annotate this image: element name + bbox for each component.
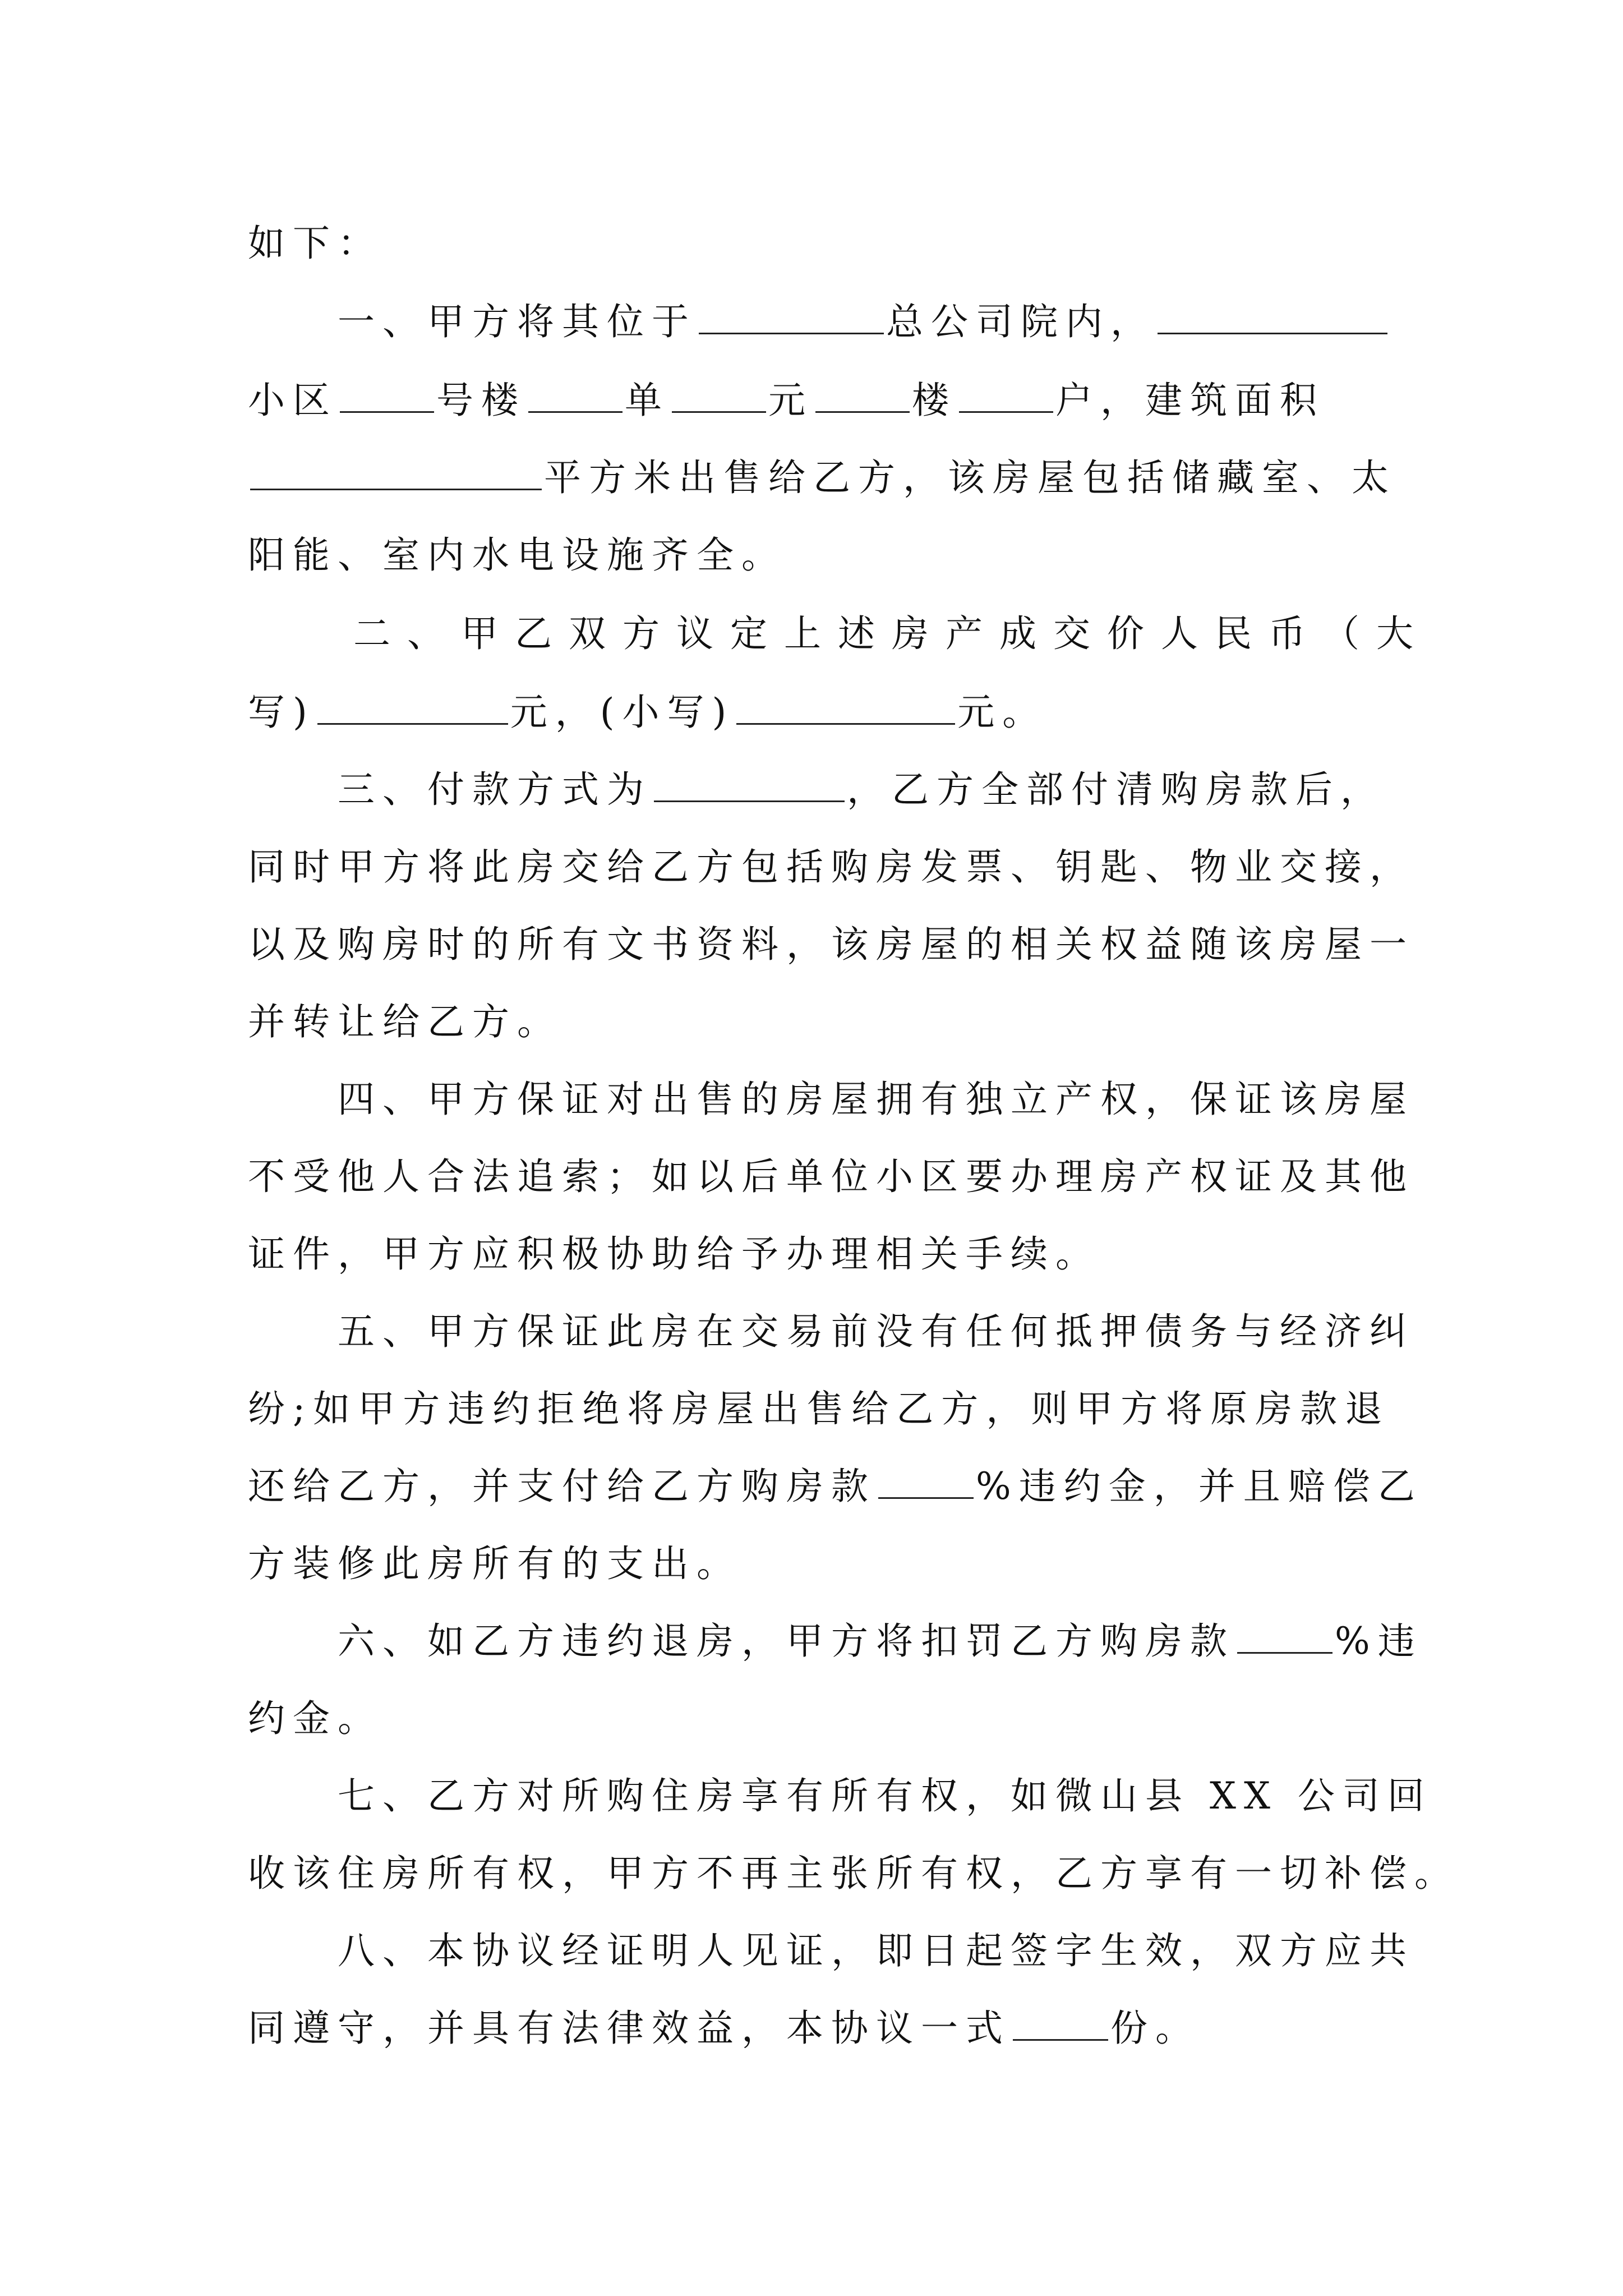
text: 七、乙方对所购住房享有所有权，如微山县 XX 公司回 — [338, 1774, 1432, 1818]
text: 同遵守，并具有法律效益，本协议一式 — [248, 2007, 1011, 2050]
text-line — [0, 684, 1623, 740]
text: 同时甲方将此房交给乙方包括购房发票、钥匙、物业交接， — [248, 845, 1414, 889]
text-line — [0, 215, 1623, 272]
blank-field — [736, 691, 955, 725]
blank-field — [959, 379, 1053, 413]
text: 证件，甲方应积极协助给予办理相关手续。 — [248, 1232, 1100, 1276]
blank-field — [250, 456, 542, 490]
text: 约金。 — [248, 1697, 382, 1740]
blank-field — [672, 379, 766, 413]
blank-field — [1237, 1619, 1332, 1654]
text: 平方米出售给乙方，该房屋包括储藏室、太 — [544, 456, 1396, 499]
text-line — [0, 994, 1623, 1050]
text-line — [0, 1458, 1623, 1515]
text-line — [0, 450, 1623, 506]
text: 如下： — [248, 222, 382, 265]
text-line — [0, 1691, 1623, 1747]
text: 号楼 — [436, 379, 526, 422]
text: 三、付款方式为 — [338, 768, 652, 811]
blank-field — [528, 379, 623, 413]
text: 以及购房时的所有文书资料，该房屋的相关权益随该房屋一 — [248, 923, 1414, 966]
text: 户，建筑面积 — [1055, 379, 1325, 422]
blank-field — [878, 1465, 974, 1499]
text-line — [0, 762, 1623, 818]
text-line — [0, 294, 1623, 350]
text-line — [0, 1149, 1623, 1205]
text-line — [0, 839, 1623, 895]
text: 楼 — [912, 379, 957, 422]
text: 份。 — [1110, 2007, 1200, 2050]
text-line — [0, 1613, 1623, 1669]
blank-field — [317, 691, 508, 725]
blank-field — [1013, 2007, 1108, 2041]
blank-field — [1158, 300, 1387, 334]
text: 还给乙方，并支付给乙方购房款 — [248, 1465, 876, 1508]
text: 五、甲方保证此房在交易前没有任何抵押债务与经济纠 — [338, 1310, 1414, 1353]
text-line — [0, 606, 1623, 662]
text-line — [0, 1846, 1623, 1902]
text: 四、甲方保证对出售的房屋拥有独立产权，保证该房屋 — [338, 1078, 1414, 1121]
text-line — [0, 1381, 1623, 1437]
text-line — [0, 1923, 1623, 1979]
text: 单 — [625, 379, 670, 422]
text: 收该住房所有权，甲方不再主张所有权，乙方享有一切补偿。 — [248, 1852, 1459, 1895]
text: 并转让给乙方。 — [248, 1000, 562, 1043]
text: 八、本协议经证明人见证，即日起签字生效，双方应共 — [338, 1929, 1414, 1972]
text: 纷;如甲方违约拒绝将房屋出售给乙方，则甲方将原房款退 — [248, 1387, 1390, 1430]
blank-field — [699, 300, 884, 334]
text: %违 — [1335, 1619, 1423, 1663]
text-line — [0, 1226, 1623, 1282]
text-line — [0, 1071, 1623, 1128]
text: %违约金，并且赔偿乙 — [976, 1465, 1423, 1508]
text: 元，(小写) — [510, 691, 735, 734]
text: 总公司院内， — [886, 300, 1155, 343]
text: 小区 — [248, 379, 338, 422]
text: 方装修此房所有的支出。 — [248, 1542, 741, 1585]
text-line — [0, 917, 1623, 973]
text: 二、甲乙双方议定上述房产成交价人民币（大 — [353, 612, 1430, 655]
text-line — [0, 527, 1623, 583]
text: 元。 — [957, 691, 1048, 734]
text: 写) — [248, 691, 315, 734]
text: ，乙方全部付清购房款后， — [847, 768, 1385, 811]
text-line — [0, 1304, 1623, 1360]
blank-field — [654, 768, 845, 802]
text-line — [0, 2000, 1623, 2056]
text: 一、甲方将其位于 — [338, 300, 697, 343]
text: 六、如乙方违约退房，甲方将扣罚乙方购房款 — [338, 1619, 1235, 1663]
text: 元 — [768, 379, 813, 422]
text-line — [0, 1536, 1623, 1592]
text: 阳能、室内水电设施齐全。 — [248, 533, 786, 577]
text-line — [0, 372, 1623, 429]
blank-field — [340, 379, 434, 413]
text: 不受他人合法追索；如以后单位小区要办理房产权证及其他 — [248, 1155, 1414, 1198]
blank-field — [815, 379, 910, 413]
text-line — [0, 1768, 1623, 1824]
